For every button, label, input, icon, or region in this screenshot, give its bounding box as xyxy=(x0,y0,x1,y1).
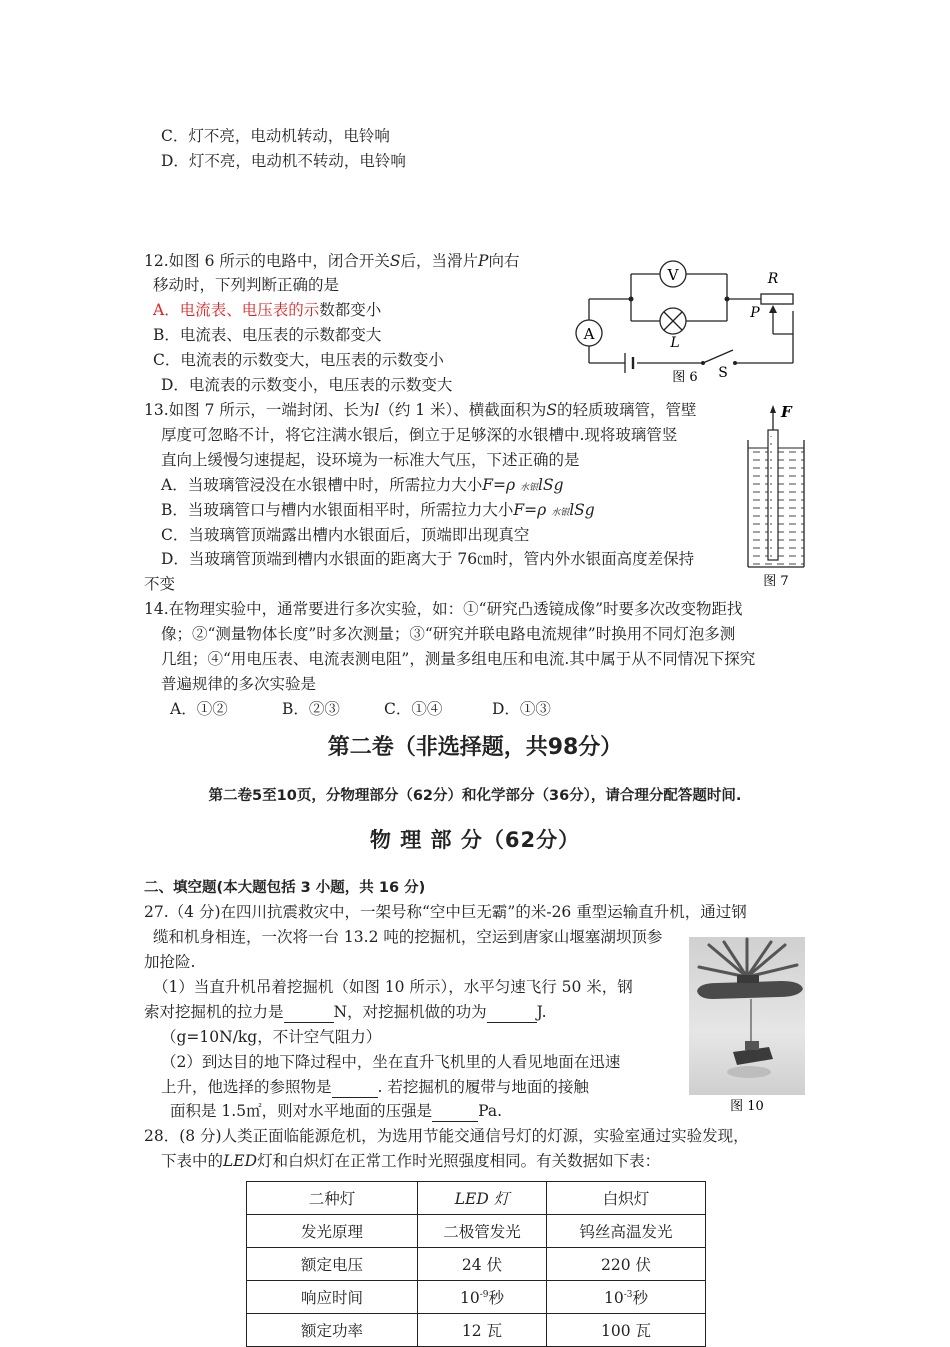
q12-stem-line1: 12.如图 6 所示的电路中，闭合开关S后，当滑片P向右 xyxy=(144,252,520,270)
q13-stem-line1: 13.如图 7 所示，一端封闭、长为l（约 1 米）、横截面积为S的轻质玻璃管，管壁 xyxy=(144,401,697,419)
answer-blank-reference[interactable] xyxy=(332,1079,378,1098)
q12-option-c: C．电流表的示数变大，电压表的示数变小 xyxy=(153,351,444,369)
figure-10-caption: 图 10 xyxy=(730,1099,764,1114)
figure-6-circuit-diagram xyxy=(565,255,805,390)
q14-option-c: C．①④ xyxy=(384,700,443,718)
q28-line2: 下表中的LED灯和白炽灯在正常工作时光照强度相同。有关数据如下表： xyxy=(161,1152,661,1170)
figure-7-caption: 图 7 xyxy=(763,574,789,589)
q12-option-a: A．电流表、电压表的示数都变小 xyxy=(153,301,382,319)
table-cell: 发光原理 xyxy=(247,1215,418,1248)
q14-stem-line2: 像；②“测量物体长度”时多次测量；③“研究并联电路电流规律”时换用不同灯泡多测 xyxy=(161,625,736,643)
q14-stem-line3: 几组；④“用电压表、电流表测电阻”，测量多组电压和电流.其中属于从不同情况下探究 xyxy=(161,650,756,668)
table-row xyxy=(247,1314,706,1347)
q14-stem-line4: 普遍规律的多次实验是 xyxy=(161,675,317,693)
slider-label: P xyxy=(750,305,760,321)
q27-part1-line1: （1）当直升机吊着挖掘机（如图 10 所示），水平匀速飞行 50 米，钢 xyxy=(153,978,633,996)
q27-line2: 缆和机身相连，一次将一台 13.2 吨的挖掘机，空运到唐家山堰塞湖坝顶参 xyxy=(153,928,663,946)
answer-blank-work[interactable] xyxy=(487,1004,537,1023)
figure-6-caption: 图 6 xyxy=(672,370,698,385)
q27-part1-note: （g=10N/kg，不计空气阻力） xyxy=(161,1028,382,1046)
rheostat-label: R xyxy=(767,271,779,287)
table-cell: 220 伏 xyxy=(547,1248,706,1281)
table-cell: 钨丝高温发光 xyxy=(547,1215,706,1248)
table-cell: $10^{-3}$秒 xyxy=(547,1281,706,1314)
q27-line1: 27.（4 分)在四川抗震救灾中，一架号称“空中巨无霸”的米-26 重型运输直升机，通过钢 xyxy=(144,903,747,921)
table-header-cell: 白炽灯 xyxy=(547,1182,706,1215)
section-2-note: 第二卷5至10页，分物理部分（62分）和化学部分（36分），请合理分配答题时间. xyxy=(208,788,742,804)
q13-stem-line3: 直向上缓慢匀速提起，设环境为一标准大气压，下述正确的是 xyxy=(161,451,580,469)
lamp-label: L xyxy=(670,335,680,351)
voltmeter-label: V xyxy=(667,266,679,284)
q13-option-d: D．当玻璃管顶端到槽内水银面的距离大于 76㎝时，管内外水银面高度差保持 xyxy=(161,550,695,568)
q11-option-d: D．灯不亮，电动机不转动，电铃响 xyxy=(161,152,406,170)
table-header-row xyxy=(247,1182,706,1215)
ammeter-label: A xyxy=(583,325,595,343)
table-row xyxy=(247,1281,706,1314)
table-cell: $10^{-9}$秒 xyxy=(418,1281,547,1314)
q27-part2-line3: 面积是 1.5㎡，则对水平地面的压强是 Pa. xyxy=(170,1102,502,1120)
q14-option-b: B．②③ xyxy=(282,700,340,718)
q27-part2-line2: 上升，他选择的参照物是 . 若挖掘机的履带与地面的接触 xyxy=(161,1078,589,1096)
q13-option-c: C．当玻璃管顶端露出槽内水银面后，顶端即出现真空 xyxy=(161,526,530,544)
q28-line1: 28．(8 分)人类正面临能源危机，为选用节能交通信号灯的灯源，实验室通过实验发现， xyxy=(144,1127,749,1145)
figure-7-mercury-tube xyxy=(740,400,810,592)
q27-line3: 加抢险. xyxy=(144,953,196,971)
table-cell: 12 瓦 xyxy=(418,1314,547,1347)
q13-stem-line2: 厚度可忽略不计，将它注满水银后，倒立于足够深的水银槽中.现将玻璃管竖 xyxy=(161,426,678,444)
section-2-title: 第二卷（非选择题，共98分） xyxy=(327,735,623,760)
physics-section-title: 物 理 部 分（62分） xyxy=(369,828,581,852)
table-cell: 二极管发光 xyxy=(418,1215,547,1248)
q13-option-a: A．当玻璃管浸没在水银槽中时，所需拉力大小F=ρ 水银lSg xyxy=(161,476,564,494)
q14-option-a: A．①② xyxy=(170,700,228,718)
switch-label: S xyxy=(718,365,728,381)
table-header-cell: LED 灯 xyxy=(418,1182,547,1215)
q27-part1-line2: 索对挖掘机的拉力是 N，对挖掘机做的功为 J. xyxy=(144,1003,547,1021)
fill-in-heading: 二、填空题(本大题包括 3 小题，共 16 分) xyxy=(144,880,426,896)
q11-option-c: C．灯不亮，电动机转动，电铃响 xyxy=(161,127,390,145)
q12-stem-line2: 移动时，下列判断正确的是 xyxy=(153,276,340,294)
q12-option-b: B．电流表、电压表的示数都变大 xyxy=(153,326,382,344)
table-row xyxy=(247,1215,706,1248)
lamp-comparison-table xyxy=(246,1181,706,1347)
q13-option-b: B．当玻璃管口与槽内水银面相平时，所需拉力大小F=ρ 水银lSg xyxy=(161,501,595,519)
table-cell: 响应时间 xyxy=(247,1281,418,1314)
q27-part2-line1: （2）到达目的地下降过程中，坐在直升飞机里的人看见地面在迅速 xyxy=(161,1053,621,1071)
table-row xyxy=(247,1248,706,1281)
q12-option-d: D．电流表的示数变小，电压表的示数变大 xyxy=(161,376,453,394)
answer-blank-pressure[interactable] xyxy=(432,1103,478,1122)
table-cell: 24 伏 xyxy=(418,1248,547,1281)
answer-blank-force[interactable] xyxy=(284,1004,334,1023)
table-header-cell: 二种灯 xyxy=(247,1182,418,1215)
force-label: F xyxy=(781,403,792,421)
q13-option-d-cont: 不变 xyxy=(144,575,176,593)
table-cell: 额定电压 xyxy=(247,1248,418,1281)
table-cell: 100 瓦 xyxy=(547,1314,706,1347)
q14-option-d: D．①③ xyxy=(492,700,551,718)
table-cell: 额定功率 xyxy=(247,1314,418,1347)
figure-10-helicopter-photo xyxy=(689,937,807,1115)
q14-stem-line1: 14.在物理实验中，通常要进行多次实验，如：①“研究凸透镜成像”时要多次改变物距找 xyxy=(144,600,743,618)
